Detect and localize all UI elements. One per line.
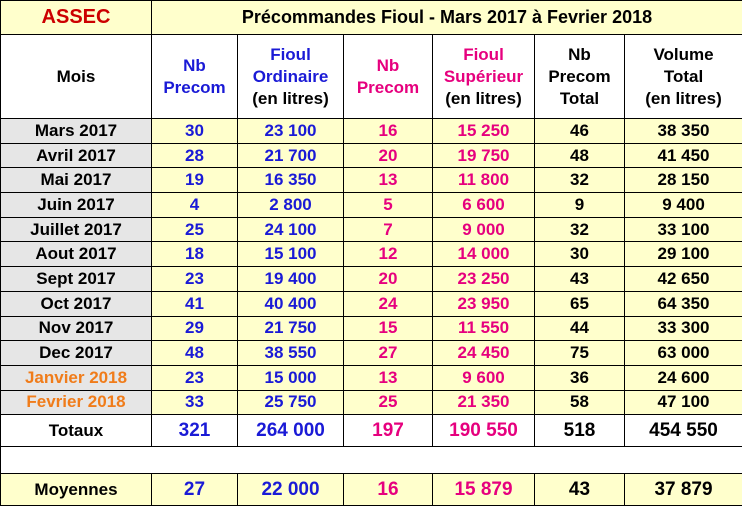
header-line: Nb — [344, 55, 432, 77]
fioul-superieur-cell: 11 550 — [433, 316, 535, 341]
nb-ordinaire-cell: 4 — [152, 193, 238, 218]
nb-superieur-cell: 25 — [344, 390, 433, 415]
header-line: Nb — [535, 44, 624, 66]
nb-total-cell: 32 — [535, 217, 625, 242]
header-line: Total — [535, 88, 624, 110]
fioul-superieur-cell: 9 600 — [433, 365, 535, 390]
month-cell: Juin 2017 — [1, 193, 152, 218]
nb-total-cell: 65 — [535, 291, 625, 316]
nb-total-cell: 9 — [535, 193, 625, 218]
brand-label: ASSEC — [1, 1, 152, 35]
nb-superieur-cell: 20 — [344, 267, 433, 292]
nb-ordinaire-cell: 33 — [152, 390, 238, 415]
averages-nb-total: 43 — [535, 474, 625, 506]
table-row — [1, 267, 742, 292]
header-line: Volume — [625, 44, 742, 66]
fioul-ordinaire-cell: 38 550 — [238, 341, 344, 366]
table-row — [1, 316, 742, 341]
fioul-superieur-cell: 23 250 — [433, 267, 535, 292]
nb-superieur-cell: 24 — [344, 291, 433, 316]
fioul-ordinaire-cell: 23 100 — [238, 119, 344, 144]
header-line: (en litres) — [238, 88, 343, 110]
nb-ordinaire-cell: 28 — [152, 143, 238, 168]
header-mois — [1, 35, 152, 119]
nb-total-cell: 46 — [535, 119, 625, 144]
fioul-superieur-cell: 21 350 — [433, 390, 535, 415]
header-fioul-ordinaire — [238, 35, 344, 119]
table-row — [1, 119, 742, 144]
nb-ordinaire-cell: 23 — [152, 365, 238, 390]
averages-label: Moyennes — [1, 474, 152, 506]
fioul-superieur-cell: 14 000 — [433, 242, 535, 267]
nb-ordinaire-cell: 30 — [152, 119, 238, 144]
nb-ordinaire-cell: 19 — [152, 168, 238, 193]
header-nb-precom-ordinaire — [152, 35, 238, 119]
averages-volume: 37 879 — [625, 474, 742, 506]
volume-total-cell: 29 100 — [625, 242, 742, 267]
nb-total-cell: 36 — [535, 365, 625, 390]
fioul-ordinaire-cell: 15 100 — [238, 242, 344, 267]
nb-total-cell: 44 — [535, 316, 625, 341]
fioul-superieur-cell: 23 950 — [433, 291, 535, 316]
fioul-ordinaire-cell: 25 750 — [238, 390, 344, 415]
volume-total-cell: 41 450 — [625, 143, 742, 168]
totals-volume: 454 550 — [625, 415, 742, 447]
month-cell: Avril 2017 — [1, 143, 152, 168]
header-line: Supérieur — [433, 66, 534, 88]
header-line: (en litres) — [433, 88, 534, 110]
spacer-cell — [1, 447, 742, 474]
nb-superieur-cell: 7 — [344, 217, 433, 242]
volume-total-cell: 24 600 — [625, 365, 742, 390]
fioul-ordinaire-cell: 21 700 — [238, 143, 344, 168]
volume-total-cell: 9 400 — [625, 193, 742, 218]
fioul-superieur-cell: 6 600 — [433, 193, 535, 218]
month-cell: Sept 2017 — [1, 267, 152, 292]
totals-nb-total: 518 — [535, 415, 625, 447]
totals-fioul-ordinaire: 264 000 — [238, 415, 344, 447]
month-cell: Nov 2017 — [1, 316, 152, 341]
volume-total-cell: 33 100 — [625, 217, 742, 242]
fioul-superieur-cell: 19 750 — [433, 143, 535, 168]
totals-nb-ordinaire: 321 — [152, 415, 238, 447]
nb-ordinaire-cell: 41 — [152, 291, 238, 316]
header-line: Nb — [152, 55, 237, 77]
header-line: Ordinaire — [238, 66, 343, 88]
table-row — [1, 242, 742, 267]
header-nb-precom-superieur — [344, 35, 433, 119]
title-row — [1, 1, 742, 35]
header-line: Mois — [1, 66, 151, 88]
fioul-superieur-cell: 9 000 — [433, 217, 535, 242]
spacer-row — [1, 447, 742, 474]
totals-fioul-superieur: 190 550 — [433, 415, 535, 447]
header-line: (en litres) — [625, 88, 742, 110]
month-cell: Aout 2017 — [1, 242, 152, 267]
fioul-ordinaire-cell: 15 000 — [238, 365, 344, 390]
volume-total-cell: 38 350 — [625, 119, 742, 144]
month-cell: Fevrier 2018 — [1, 390, 152, 415]
column-header-row — [1, 35, 742, 119]
volume-total-cell: 28 150 — [625, 168, 742, 193]
totals-row — [1, 415, 742, 447]
fioul-superieur-cell: 24 450 — [433, 341, 535, 366]
header-volume-total — [625, 35, 742, 119]
table-row — [1, 217, 742, 242]
table-row — [1, 193, 742, 218]
volume-total-cell: 63 000 — [625, 341, 742, 366]
fioul-ordinaire-cell: 21 750 — [238, 316, 344, 341]
nb-total-cell: 43 — [535, 267, 625, 292]
nb-superieur-cell: 5 — [344, 193, 433, 218]
averages-row — [1, 474, 742, 506]
header-fioul-superieur — [433, 35, 535, 119]
header-line: Fioul — [433, 44, 534, 66]
volume-total-cell: 47 100 — [625, 390, 742, 415]
averages-nb-ordinaire: 27 — [152, 474, 238, 506]
fioul-superieur-cell: 15 250 — [433, 119, 535, 144]
totals-label: Totaux — [1, 415, 152, 447]
nb-superieur-cell: 15 — [344, 316, 433, 341]
nb-ordinaire-cell: 18 — [152, 242, 238, 267]
header-line: Total — [625, 66, 742, 88]
table-row — [1, 365, 742, 390]
header-nb-precom-total — [535, 35, 625, 119]
nb-superieur-cell: 20 — [344, 143, 433, 168]
month-cell: Mai 2017 — [1, 168, 152, 193]
page-title: Précommandes Fioul - Mars 2017 à Fevrier 2018 — [152, 1, 742, 35]
averages-fioul-ordinaire: 22 000 — [238, 474, 344, 506]
nb-superieur-cell: 27 — [344, 341, 433, 366]
nb-total-cell: 48 — [535, 143, 625, 168]
table-row — [1, 291, 742, 316]
month-cell: Juillet 2017 — [1, 217, 152, 242]
header-line: Fioul — [238, 44, 343, 66]
fioul-ordinaire-cell: 24 100 — [238, 217, 344, 242]
header-line: Precom — [152, 77, 237, 99]
header-line: Precom — [535, 66, 624, 88]
averages-nb-superieur: 16 — [344, 474, 433, 506]
nb-total-cell: 58 — [535, 390, 625, 415]
nb-ordinaire-cell: 23 — [152, 267, 238, 292]
averages-fioul-superieur: 15 879 — [433, 474, 535, 506]
totals-nb-superieur: 197 — [344, 415, 433, 447]
table-row — [1, 390, 742, 415]
nb-superieur-cell: 13 — [344, 365, 433, 390]
fioul-ordinaire-cell: 19 400 — [238, 267, 344, 292]
table-row — [1, 341, 742, 366]
fioul-superieur-cell: 11 800 — [433, 168, 535, 193]
nb-total-cell: 32 — [535, 168, 625, 193]
nb-superieur-cell: 12 — [344, 242, 433, 267]
header-line: Precom — [344, 77, 432, 99]
fioul-ordinaire-cell: 40 400 — [238, 291, 344, 316]
nb-total-cell: 30 — [535, 242, 625, 267]
volume-total-cell: 42 650 — [625, 267, 742, 292]
nb-ordinaire-cell: 25 — [152, 217, 238, 242]
month-cell: Oct 2017 — [1, 291, 152, 316]
table-row — [1, 143, 742, 168]
nb-superieur-cell: 13 — [344, 168, 433, 193]
nb-ordinaire-cell: 48 — [152, 341, 238, 366]
month-cell: Janvier 2018 — [1, 365, 152, 390]
table-row — [1, 168, 742, 193]
nb-ordinaire-cell: 29 — [152, 316, 238, 341]
fioul-ordinaire-cell: 16 350 — [238, 168, 344, 193]
month-cell: Dec 2017 — [1, 341, 152, 366]
fioul-ordinaire-cell: 2 800 — [238, 193, 344, 218]
month-cell: Mars 2017 — [1, 119, 152, 144]
nb-superieur-cell: 16 — [344, 119, 433, 144]
nb-total-cell: 75 — [535, 341, 625, 366]
volume-total-cell: 64 350 — [625, 291, 742, 316]
volume-total-cell: 33 300 — [625, 316, 742, 341]
